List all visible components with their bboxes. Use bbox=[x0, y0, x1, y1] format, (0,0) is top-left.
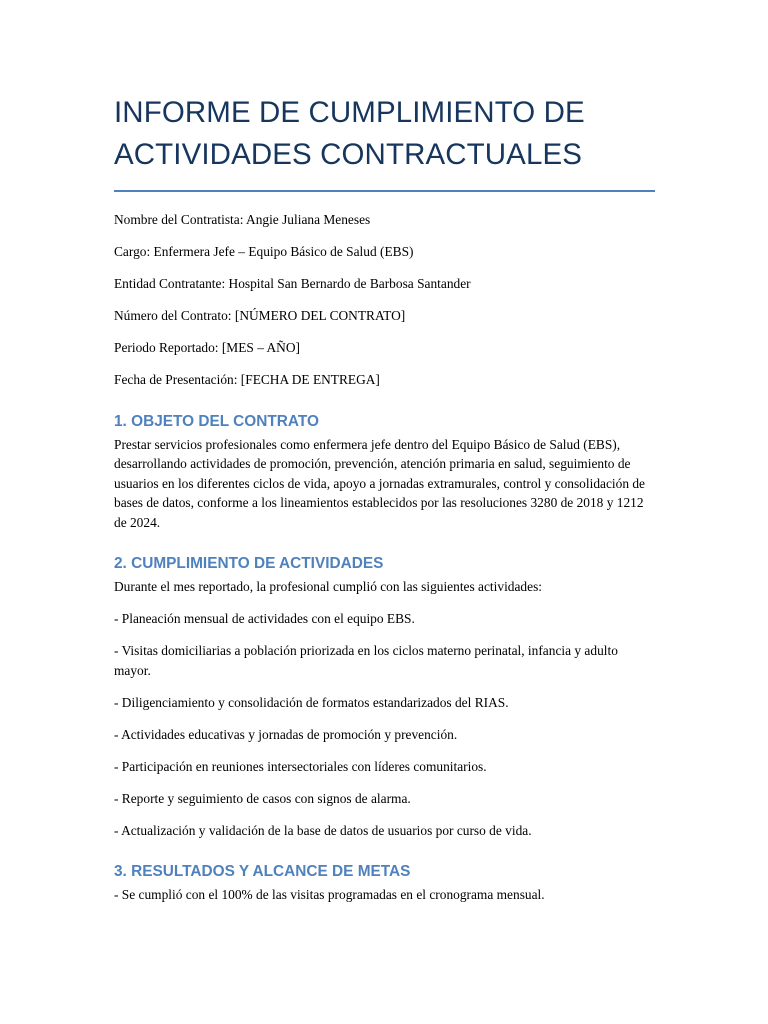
list-item: - Planeación mensual de actividades con el equipo EBS. bbox=[114, 611, 415, 626]
section-heading-activities-compliance: 2. CUMPLIMIENTO DE ACTIVIDADES bbox=[114, 555, 384, 572]
section-paragraph-activities-compliance: Durante el mes reportado, la profesional cumplió con las siguientes actividades: bbox=[114, 579, 542, 594]
list-item: - Diligenciamiento y consolidación de formatos estandarizados del RIAS. bbox=[114, 694, 509, 710]
document-content bbox=[114, 92, 655, 917]
document-title-line-1: INFORME DE CUMPLIMIENTO DE bbox=[114, 96, 585, 129]
contract-fields bbox=[114, 210, 655, 390]
field-contracting-entity: Entidad Contratante: Hospital San Bernardo de Barbosa Santander bbox=[114, 276, 471, 291]
list-item: - Participación en reuniones intersectoriales con líderes comunitarios. bbox=[114, 758, 487, 774]
section-heading-results-goals: 3. RESULTADOS Y ALCANCE DE METAS bbox=[114, 863, 411, 880]
field-contract-number: Número del Contrato: [NÚMERO DEL CONTRATO] bbox=[114, 308, 406, 323]
field-submission-date: Fecha de Presentación: [FECHA DE ENTREGA] bbox=[114, 372, 380, 387]
title-underline-rule bbox=[114, 190, 655, 192]
field-position: Cargo: Enfermera Jefe – Equipo Básico de Salud (EBS) bbox=[114, 244, 414, 259]
document-title bbox=[114, 92, 655, 190]
section-heading-contract-object: 1. OBJETO DEL CONTRATO bbox=[114, 412, 319, 430]
list-item: - Actividades educativas y jornadas de promoción y prevención. bbox=[114, 726, 458, 742]
section-paragraph-contract-object: Prestar servicios profesionales como enfermera jefe dentro del Equipo Básico de Salud (EBS), desarrollando actividades de promoción, prevención, atención primaria en salud, seguimiento de usuarios en los diferentes ciclos de vida, apoyo a jornadas extramurales, control y consolidación de bases de datos, conforme a los lineamientos establecidos por las resoluciones 3280 de 2018 y 1212 de 2024. bbox=[114, 436, 645, 530]
section-contract-object bbox=[114, 412, 655, 533]
list-item: - Actualización y validación de la base de datos de usuarios por curso de vida. bbox=[114, 822, 532, 838]
list-item: - Visitas domiciliarias a población priorizada en los ciclos materno perinatal, infancia y adulto mayor. bbox=[114, 643, 618, 678]
section-activities-compliance bbox=[114, 554, 655, 840]
section-results-goals bbox=[114, 862, 655, 905]
document-title-line-2: ACTIVIDADES CONTRACTUALES bbox=[114, 138, 583, 171]
field-contractor-name: Nombre del Contratista: Angie Juliana Meneses bbox=[114, 212, 371, 227]
list-item: - Se cumplió con el 100% de las visitas programadas en el cronograma mensual. bbox=[114, 887, 545, 902]
list-item: - Reporte y seguimiento de casos con signos de alarma. bbox=[114, 790, 411, 806]
field-reported-period: Periodo Reportado: [MES – AÑO] bbox=[114, 340, 300, 355]
